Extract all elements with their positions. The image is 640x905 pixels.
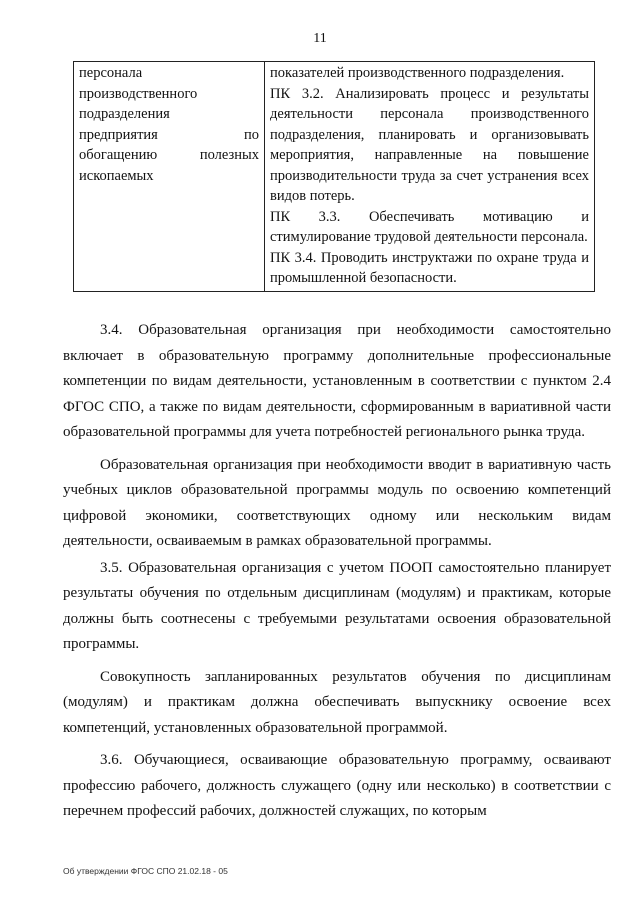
footer-note: Об утверждении ФГОС СПО 21.02.18 - 05 bbox=[63, 866, 228, 876]
activity-line: подразделения bbox=[79, 106, 170, 122]
activity-line: обогащению полезных bbox=[79, 147, 259, 163]
competencies-cell bbox=[265, 62, 595, 292]
competency-item: ПК 3.3. Обеспечивать мотивацию и стимулирование трудовой деятельности персонала. bbox=[270, 208, 589, 245]
competency-item: ПК 3.4. Проводить инструктажи по охране труда и промышленной безопасности. bbox=[270, 249, 589, 286]
paragraph: Образовательная организация при необходимости вводит в вариативную часть учебных циклов образовательной программы модуль по освоению компетенций цифровой экономики, соответствующих одному или нескольким видам деятельности, осваиваемым в рамках образовательной программы. bbox=[63, 456, 611, 549]
activity-cell bbox=[74, 62, 265, 292]
paragraph: 3.4. Образовательная организация при необходимости самостоятельно включает в образовательную программу дополнительные профессиональные компетенции по видам деятельности, установленным в соответствии с пунктом 2.4 ФГОС СПО, а также по видам деятельности, сформированным в вариативной части образовательной программы для учета потребностей регионального рынка труда. bbox=[63, 322, 611, 440]
competency-item: ПК 3.2. Анализировать процесс и результаты деятельности персонала производственного подразделения, планировать и организовывать мероприятия, направленные на повышение производительности труда за счет устранения всех видов потерь. bbox=[270, 85, 589, 204]
competency-item: показателей производственного подразделения. bbox=[270, 65, 565, 81]
activity-line: производственного bbox=[79, 85, 198, 102]
activity-line: ископаемых bbox=[79, 167, 154, 184]
activity-line: персонала bbox=[79, 65, 143, 81]
document-body bbox=[63, 318, 611, 826]
paragraph: Совокупность запланированных результатов обучения по дисциплинам (модулям) и практикам должна обеспечивать выпускнику освоение всех компетенций, установленных образовательной программой. bbox=[63, 668, 611, 736]
table-row bbox=[74, 62, 595, 292]
activity-line: предприятия по bbox=[79, 126, 259, 143]
paragraph: 3.5. Образовательная организация с учетом ПООП самостоятельно планирует результаты обучения по отдельным дисциплинам (модулям) и практикам, которые должны быть соотнесены с требуемыми результатами освоения образовательной программы. bbox=[63, 559, 611, 652]
page-number: 11 bbox=[313, 31, 327, 46]
competency-table bbox=[73, 61, 595, 292]
paragraph: 3.6. Обучающиеся, осваивающие образовательную программу, осваивают профессию рабочего, должность служащего (одну или несколько) в соответствии с перечнем профессий рабочих, должностей служащих, по которым bbox=[63, 752, 611, 819]
